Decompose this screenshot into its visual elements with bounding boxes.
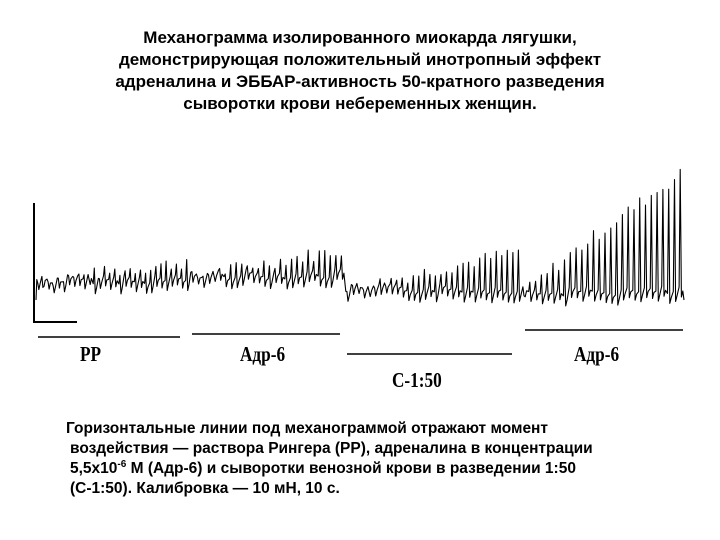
caption-line-1: Горизонтальные линии под механограммой отражают момент: [66, 420, 549, 437]
marker-label-adr-second: Адр-6: [574, 342, 620, 366]
caption-line-3: [66, 459, 696, 479]
caption-line-2: воздействия — раствора Рингера (РР), адреналина в концентрации: [70, 440, 593, 457]
marker-label-adr-first: Адр-6: [240, 342, 286, 366]
title-line-2: демонстрирующая положительный инотропный эффект: [118, 50, 602, 69]
caption-line-3-rest: М (Адр-6) и сыворотки венозной крови в разведении 1:50: [126, 460, 576, 477]
title-line-1: Механограмма изолированного миокарда лягушки,: [143, 28, 577, 47]
figure-caption: [66, 419, 696, 499]
caption-line-4: (С-1:50). Калибровка — 10 мН, 10 с.: [70, 480, 340, 497]
title-line-4: сыворотки крови небеременных женщин.: [183, 94, 537, 113]
marker-label-serum: С-1:50: [392, 368, 442, 392]
title-line-3: адреналина и ЭББАР-активность 50-кратного разведения: [115, 72, 605, 91]
caption-concentration: 5,5х10: [70, 460, 118, 477]
caption-exponent: -6: [117, 459, 127, 470]
mechanogram-trace: [36, 169, 684, 306]
calibration-bar: [34, 203, 77, 322]
marker-label-rr: РР: [80, 342, 102, 366]
